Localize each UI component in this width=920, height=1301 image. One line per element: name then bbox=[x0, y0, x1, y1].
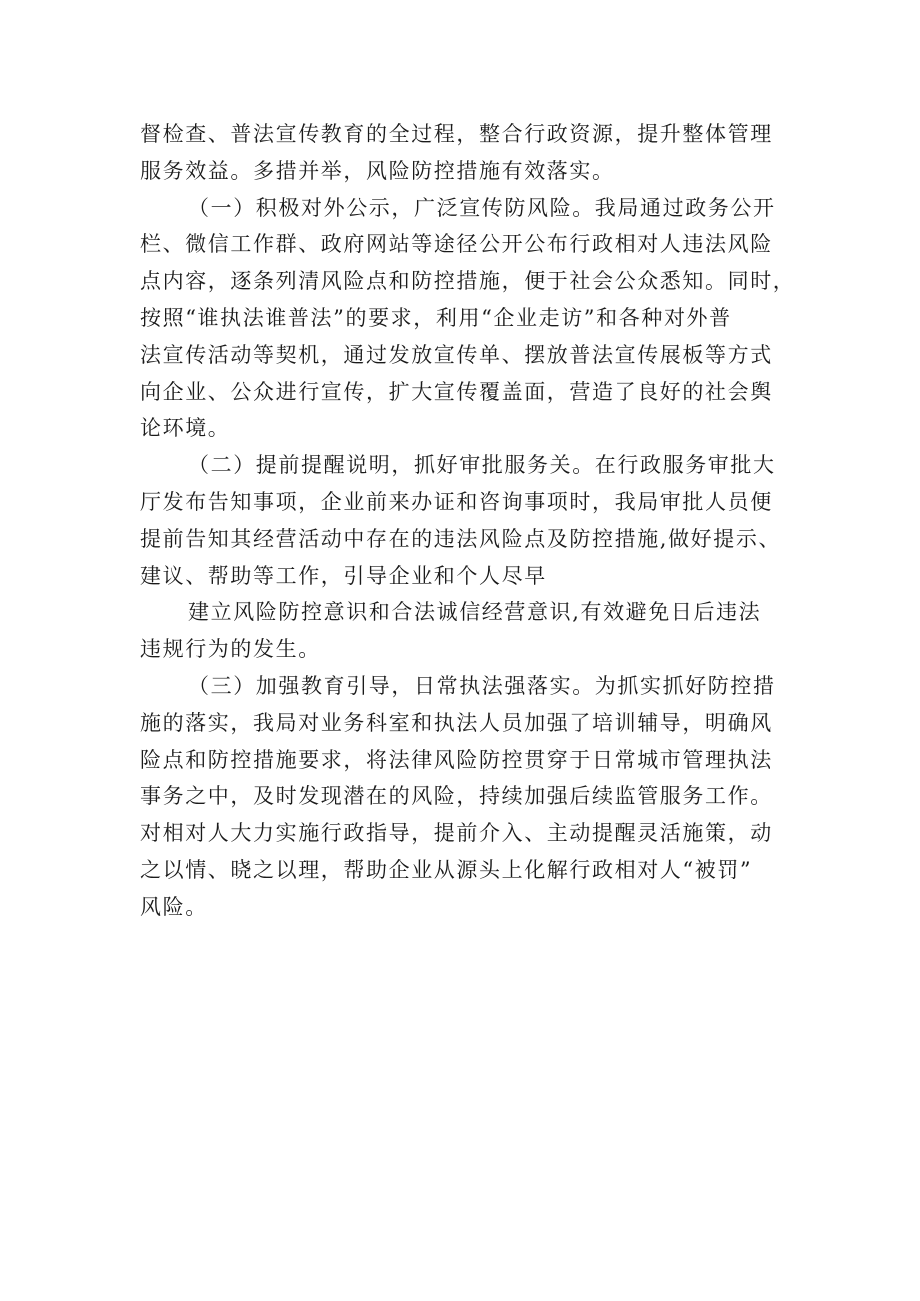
text-line: 栏、微信工作群、政府网站等途径公开公布行政相对人违法风险 bbox=[140, 232, 773, 257]
text-line: 险点和防控措施要求，将法律风险防控贯穿于日常城市管理执法 bbox=[140, 747, 773, 772]
text-line: （三）加强教育引导，日常执法强落实。为抓实抓好防控措 bbox=[188, 673, 776, 698]
text-line: 点内容，逐条列清风险点和防控措施，便于社会公众悉知。同时， bbox=[140, 269, 796, 294]
text-line: 建议、帮助等工作，引导企业和个人尽早 bbox=[140, 563, 547, 588]
text-line: 违规行为的发生。 bbox=[140, 637, 321, 662]
text-line: 风险。 bbox=[140, 894, 208, 919]
text-line: 厅发布告知事项，企业前来办证和咨询事项时，我局审批人员便 bbox=[140, 489, 773, 514]
document-body bbox=[140, 116, 796, 926]
text-line: 对相对人大力实施行政指导，提前介入、主动提醒灵活施策，动 bbox=[140, 821, 773, 846]
text-line: 督检查、普法宣传教育的全过程，整合行政资源，提升整体管理 bbox=[140, 122, 773, 146]
text-line: （二）提前提醒说明，抓好审批服务关。在行政服务审批大 bbox=[188, 453, 776, 478]
text-line: 论环境。 bbox=[140, 416, 231, 441]
paragraph-continuation-2 bbox=[140, 594, 792, 668]
text-line: 按照“谁执法谁普法”的要求，利用“企业走访”和各种对外普 bbox=[140, 305, 732, 330]
paragraph-section-1 bbox=[140, 190, 796, 448]
text-line: （一）积极对外公示，广泛宣传防风险。我局通过政务公开 bbox=[188, 195, 776, 220]
text-line: 提前告知其经营活动中存在的违法风险点及防控措施,做好提示、 bbox=[140, 526, 782, 551]
text-line: 施的落实，我局对业务科室和执法人员加强了培训辅导，明确风 bbox=[140, 710, 773, 735]
text-line: 建立风险防控意识和合法诚信经营意识,有效避免日后违法 bbox=[188, 600, 762, 625]
text-line: 服务效益。多措并举，风险防控措施有效落实。 bbox=[140, 158, 615, 183]
text-line: 事务之中，及时发现潜在的风险，持续加强后续监管服务工作。 bbox=[140, 784, 773, 809]
paragraph-continuation bbox=[140, 116, 792, 190]
text-line: 法宣传活动等契机，通过发放宣传单、摆放普法宣传展板等方式 bbox=[140, 342, 773, 367]
paragraph-section-2 bbox=[140, 447, 792, 594]
text-line: 向企业、公众进行宣传，扩大宣传覆盖面，营造了良好的社会舆 bbox=[140, 379, 773, 404]
text-line: 之以情、晓之以理，帮助企业从源头上化解行政相对人“被罚” bbox=[140, 857, 753, 882]
paragraph-section-3 bbox=[140, 668, 792, 926]
